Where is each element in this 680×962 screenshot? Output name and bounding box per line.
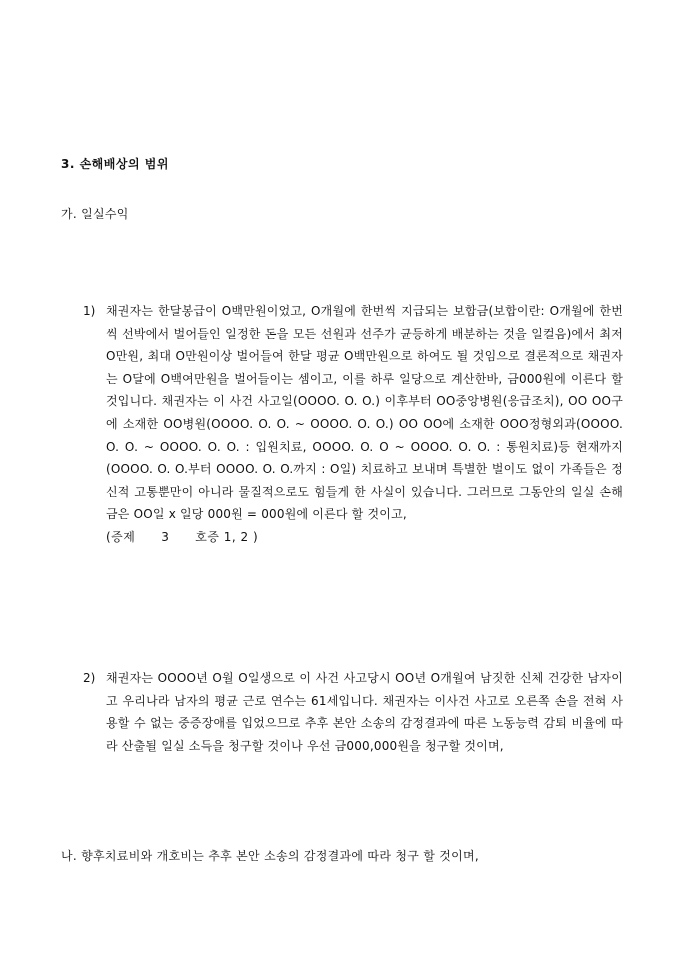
- list-item-text: 채권자는 OOOO년 O월 O일생으로 이 사건 사고당시 OO년 O개월여 남짓한 신체 건강한 남자이고 우리나라 남자의 평균 근로 연수는 61세입니다. 채권자는 이사건 사고로 오른쪽 손을 전혀 사용할 수 없는 중증장애를 입었으므로 추후 본안 소송의 감정결과에 따른 노동능력 감퇴 비율에 따라 산출될 일실 소득을 청구할 것이나 우선 금000,000원을 청구할 것이며,: [106, 671, 623, 753]
- list-item-number: 2): [83, 671, 96, 685]
- list-item-number: 1): [83, 304, 96, 318]
- list-item-2: [83, 667, 623, 757]
- evidence-reference: (증제 3 호증 1, 2 ): [106, 529, 259, 544]
- subsection-lost-income-heading: 가. 일실수익: [61, 207, 129, 221]
- section-title: 3. 손해배상의 범위: [61, 157, 169, 171]
- list-item-body: [106, 667, 623, 757]
- list-item-1: [83, 300, 623, 549]
- subsection-future-treatment-heading: 나. 향후치료비와 개호비는 추후 본안 소송의 감정결과에 따라 청구 할 것이며,: [61, 849, 480, 863]
- list-item-body: [106, 300, 623, 549]
- list-item-text: 채권자는 한달봉급이 O백만원이었고, O개월에 한번씩 지급되는 보합금(보합이란: O개월에 한번씩 선박에서 벌어들인 일정한 돈을 모든 선원과 선주가 균등하게 배분하는 것을 일컬음)에서 최저 O만원, 최대 O만원이상 벌어들여 한달 평균 O백만원으로 하여도 될 것임으로 결론적으로 채권자는 O달에 O백여만원을 벌어들이는 셈이고, 이를 하루 일당으로 계산한바, 금000원에 이른다 할 것입니다. 채권자는 이 사건 사고일(OOOO. O. O.) 이후부터 OO중앙병원(응급조치), OO OO구에 소재한 OO병원(OOOO. O. O. ~ OOOO. O. O.) OO OO에 소재한 OOO정형외과(OOOO. O. O. ~ OOOO. O. O. : 입원치료, OOOO. O. O ~ OOOO. O. O. : 통원치료)등 현재까지 (OOOO. O. O.부터 OOOO. O. O.까지 : O일) 치료하고 보내며 특별한 벌이도 없이 가족들은 정신적 고통뿐만이 아니라 물질적으로도 힘들게 한 사실이 있습니다. 그러므로 그동안의 일실 손해금은 OO일 x 일당 000원 = 000원에 이른다 할 것이고,: [106, 304, 623, 522]
